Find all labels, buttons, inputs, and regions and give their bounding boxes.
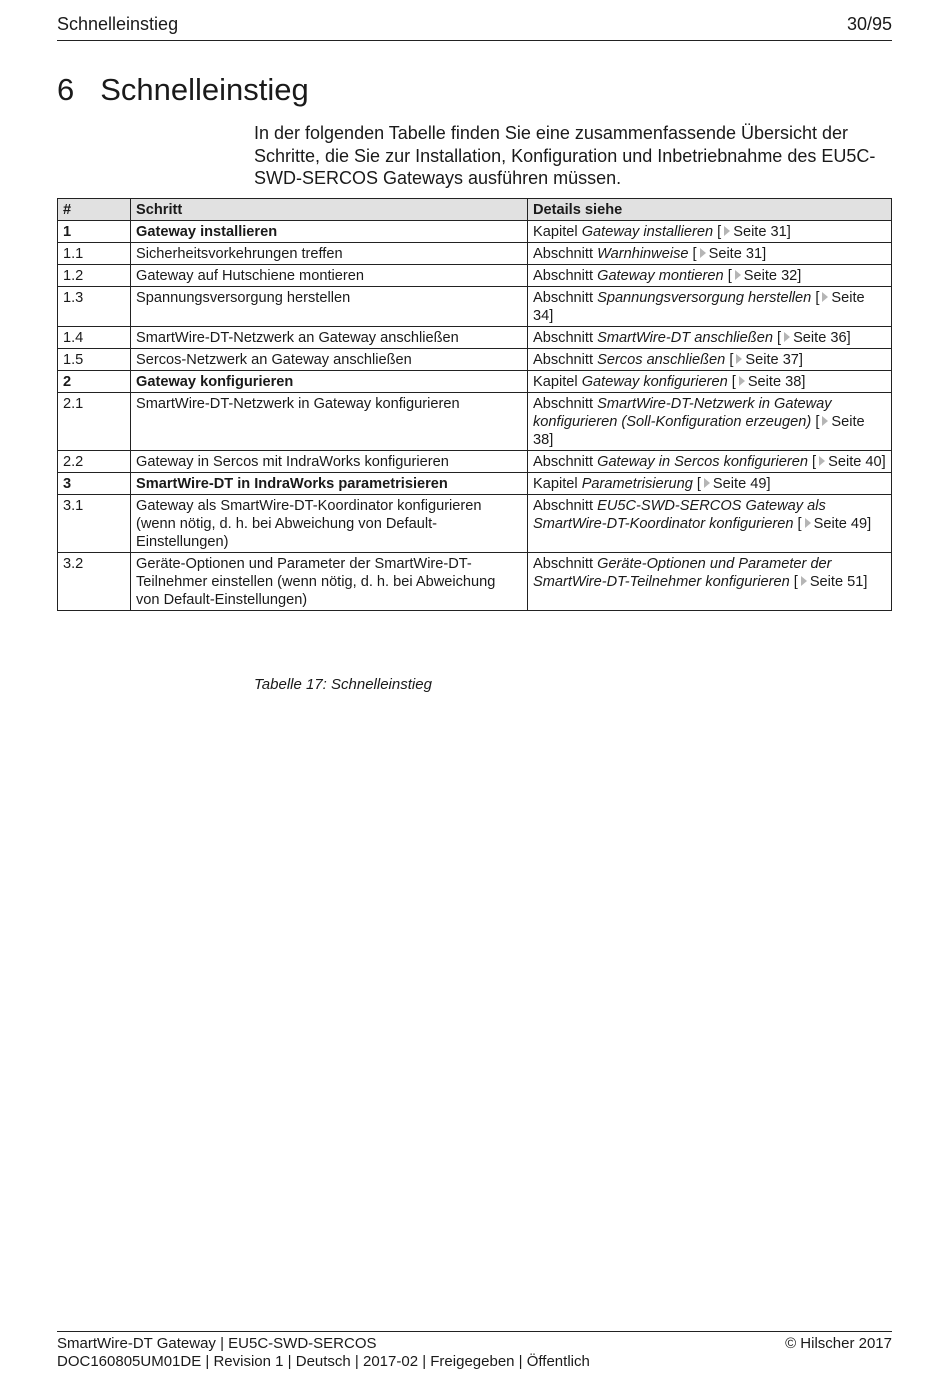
step-number: 1.2: [58, 265, 131, 287]
table-row: [58, 495, 892, 553]
page-reference[interactable]: Seite 40]: [828, 454, 886, 470]
page-arrow-icon: [700, 248, 706, 258]
table-row: [58, 349, 892, 371]
page-arrow-icon: [784, 332, 790, 342]
step-description: Gateway auf Hutschiene montieren: [131, 265, 528, 287]
steps-table: [57, 198, 892, 611]
step-number: 1.1: [58, 243, 131, 265]
page-arrow-icon: [819, 456, 825, 466]
step-details: Abschnitt Warnhinweise [ Seite 31]: [528, 243, 892, 265]
details-prefix: Abschnitt: [533, 396, 594, 412]
step-details: Abschnitt Spannungsversorgung herstellen [ Seite 34]: [528, 287, 892, 327]
table-row: [58, 371, 892, 393]
chapter-number: 6: [57, 72, 75, 107]
table-row: [58, 243, 892, 265]
page-reference[interactable]: Seite 31]: [733, 224, 791, 240]
step-details: Kapitel Gateway konfigurieren [ Seite 38]: [528, 371, 892, 393]
step-description: Gateway installieren: [131, 221, 528, 243]
step-details: Kapitel Parametrisierung [ Seite 49]: [528, 473, 892, 495]
step-number: 2.1: [58, 393, 131, 451]
page-arrow-icon: [736, 354, 742, 364]
step-details: Abschnitt EU5C-SWD-SERCOS Gateway als SmartWire-DT-Koordinator konfigurieren [ Seite 49]: [528, 495, 892, 553]
page-arrow-icon: [822, 292, 828, 302]
page-reference[interactable]: Seite 38]: [747, 374, 806, 390]
step-details: Abschnitt Gateway montieren [ Seite 32]: [528, 265, 892, 287]
cross-reference-link[interactable]: SmartWire-DT-Netzwerk in Gateway konfigurieren (Soll-Konfiguration erzeugen): [533, 396, 832, 430]
page-reference[interactable]: Seite 51]: [809, 574, 868, 590]
step-description: Sercos-Netzwerk an Gateway anschließen: [131, 349, 528, 371]
footer-doc-info: DOC160805UM01DE | Revision 1 | Deutsch | 2017-02 | Freigegeben | Öffentlich: [57, 1353, 590, 1370]
table-row: [58, 473, 892, 495]
step-number: 1: [58, 221, 131, 243]
step-details: Abschnitt Sercos anschließen [ Seite 37]: [528, 349, 892, 371]
table-row: [58, 221, 892, 243]
table-caption: Tabelle 17: Schnelleinstieg: [254, 676, 432, 693]
page-reference[interactable]: Seite 37]: [745, 352, 803, 368]
page-header: [57, 14, 892, 41]
step-number: 1.3: [58, 287, 131, 327]
page-reference[interactable]: Seite 49]: [813, 516, 872, 532]
cross-reference-link[interactable]: SmartWire-DT anschließen: [597, 330, 773, 346]
page-arrow-icon: [704, 478, 710, 488]
page-reference[interactable]: Seite 34]: [533, 290, 865, 324]
page-reference[interactable]: Seite 32]: [743, 268, 802, 284]
column-header-details: Details siehe: [528, 199, 892, 221]
table-header-row: [58, 199, 892, 221]
table-row: [58, 327, 892, 349]
step-details: Abschnitt SmartWire-DT anschließen [ Seite 36]: [528, 327, 892, 349]
chapter-heading: [57, 72, 309, 108]
table-row: [58, 287, 892, 327]
chapter-title: Schnelleinstieg: [100, 72, 309, 107]
step-description: Gateway in Sercos mit IndraWorks konfigurieren: [131, 451, 528, 473]
page-arrow-icon: [735, 270, 741, 280]
details-prefix: Abschnitt: [533, 330, 594, 346]
details-prefix: Abschnitt: [533, 246, 594, 262]
table-body: [58, 221, 892, 611]
cross-reference-link[interactable]: Gateway konfigurieren: [581, 374, 728, 390]
cross-reference-link[interactable]: Warnhinweise: [597, 246, 689, 262]
cross-reference-link[interactable]: EU5C-SWD-SERCOS Gateway als SmartWire-DT-Koordinator konfigurieren: [533, 498, 826, 532]
page-footer: [57, 1331, 892, 1371]
details-prefix: Kapitel: [533, 476, 578, 492]
page-reference[interactable]: Seite 49]: [712, 476, 771, 492]
table-row: [58, 393, 892, 451]
page-number: 30/95: [846, 14, 892, 34]
step-description: SmartWire-DT-Netzwerk an Gateway anschließen: [131, 327, 528, 349]
page-arrow-icon: [724, 226, 730, 236]
page-arrow-icon: [739, 376, 745, 386]
details-prefix: Abschnitt: [533, 290, 594, 306]
page-reference[interactable]: Seite 36]: [793, 330, 851, 346]
step-description: Gateway als SmartWire-DT-Koordinator konfigurieren (wenn nötig, d. h. bei Abweichung von Default-Einstellungen): [131, 495, 528, 553]
step-number: 1.5: [58, 349, 131, 371]
column-header-number: #: [58, 199, 131, 221]
step-number: 3: [58, 473, 131, 495]
step-description: Gateway konfigurieren: [131, 371, 528, 393]
cross-reference-link[interactable]: Spannungsversorgung herstellen: [597, 290, 812, 306]
step-number: 2.2: [58, 451, 131, 473]
step-number: 1.4: [58, 327, 131, 349]
details-prefix: Abschnitt: [533, 556, 594, 572]
cross-reference-link[interactable]: Geräte-Optionen und Parameter der SmartWire-DT-Teilnehmer konfigurieren: [533, 556, 832, 590]
cross-reference-link[interactable]: Sercos anschließen: [597, 352, 726, 368]
step-number: 3.2: [58, 553, 131, 611]
step-details: Abschnitt SmartWire-DT-Netzwerk in Gateway konfigurieren (Soll-Konfiguration erzeugen) [ Seite 38]: [528, 393, 892, 451]
step-details: Kapitel Gateway installieren [ Seite 31]: [528, 221, 892, 243]
step-description: Geräte-Optionen und Parameter der SmartWire-DT-Teilnehmer einstellen (wenn nötig, d. h. bei Abweichung von Default-Einstellungen): [131, 553, 528, 611]
table-row: [58, 451, 892, 473]
header-title: Schnelleinstieg: [57, 14, 179, 34]
cross-reference-link[interactable]: Gateway montieren: [597, 268, 724, 284]
details-prefix: Abschnitt: [533, 268, 594, 284]
table-row: [58, 265, 892, 287]
step-description: SmartWire-DT-Netzwerk in Gateway konfigurieren: [131, 393, 528, 451]
page-arrow-icon: [822, 416, 828, 426]
intro-paragraph: In der folgenden Tabelle finden Sie eine zusammenfassende Übersicht der Schritte, die Sie zur Installation, Konfiguration und Inbetriebnahme des EU5C-SWD-SERCOS Gateways ausführen müssen.: [254, 123, 876, 188]
step-details: Abschnitt Gateway in Sercos konfigurieren [ Seite 40]: [528, 451, 892, 473]
step-description: Sicherheitsvorkehrungen treffen: [131, 243, 528, 265]
page-reference[interactable]: Seite 38]: [533, 414, 865, 448]
step-description: SmartWire-DT in IndraWorks parametrisieren: [131, 473, 528, 495]
step-number: 2: [58, 371, 131, 393]
step-number: 3.1: [58, 495, 131, 553]
details-prefix: Abschnitt: [533, 352, 594, 368]
page-arrow-icon: [805, 518, 811, 528]
details-prefix: Abschnitt: [533, 498, 594, 514]
details-prefix: Kapitel: [533, 374, 578, 390]
cross-reference-link[interactable]: Parametrisierung: [581, 476, 693, 492]
step-description: Spannungsversorgung herstellen: [131, 287, 528, 327]
footer-copyright: © Hilscher 2017: [785, 1335, 892, 1352]
details-prefix: Kapitel: [533, 224, 578, 240]
column-header-step: Schritt: [131, 199, 528, 221]
page-arrow-icon: [801, 576, 807, 586]
table-row: [58, 553, 892, 611]
footer-product: SmartWire-DT Gateway | EU5C-SWD-SERCOS: [57, 1335, 377, 1352]
step-details: Abschnitt Geräte-Optionen und Parameter der SmartWire-DT-Teilnehmer konfigurieren [ Seite 51]: [528, 553, 892, 611]
details-prefix: Abschnitt: [533, 454, 594, 470]
page-reference[interactable]: Seite 31]: [708, 246, 767, 262]
cross-reference-link[interactable]: Gateway installieren: [581, 224, 714, 240]
cross-reference-link[interactable]: Gateway in Sercos konfigurieren: [597, 454, 808, 470]
